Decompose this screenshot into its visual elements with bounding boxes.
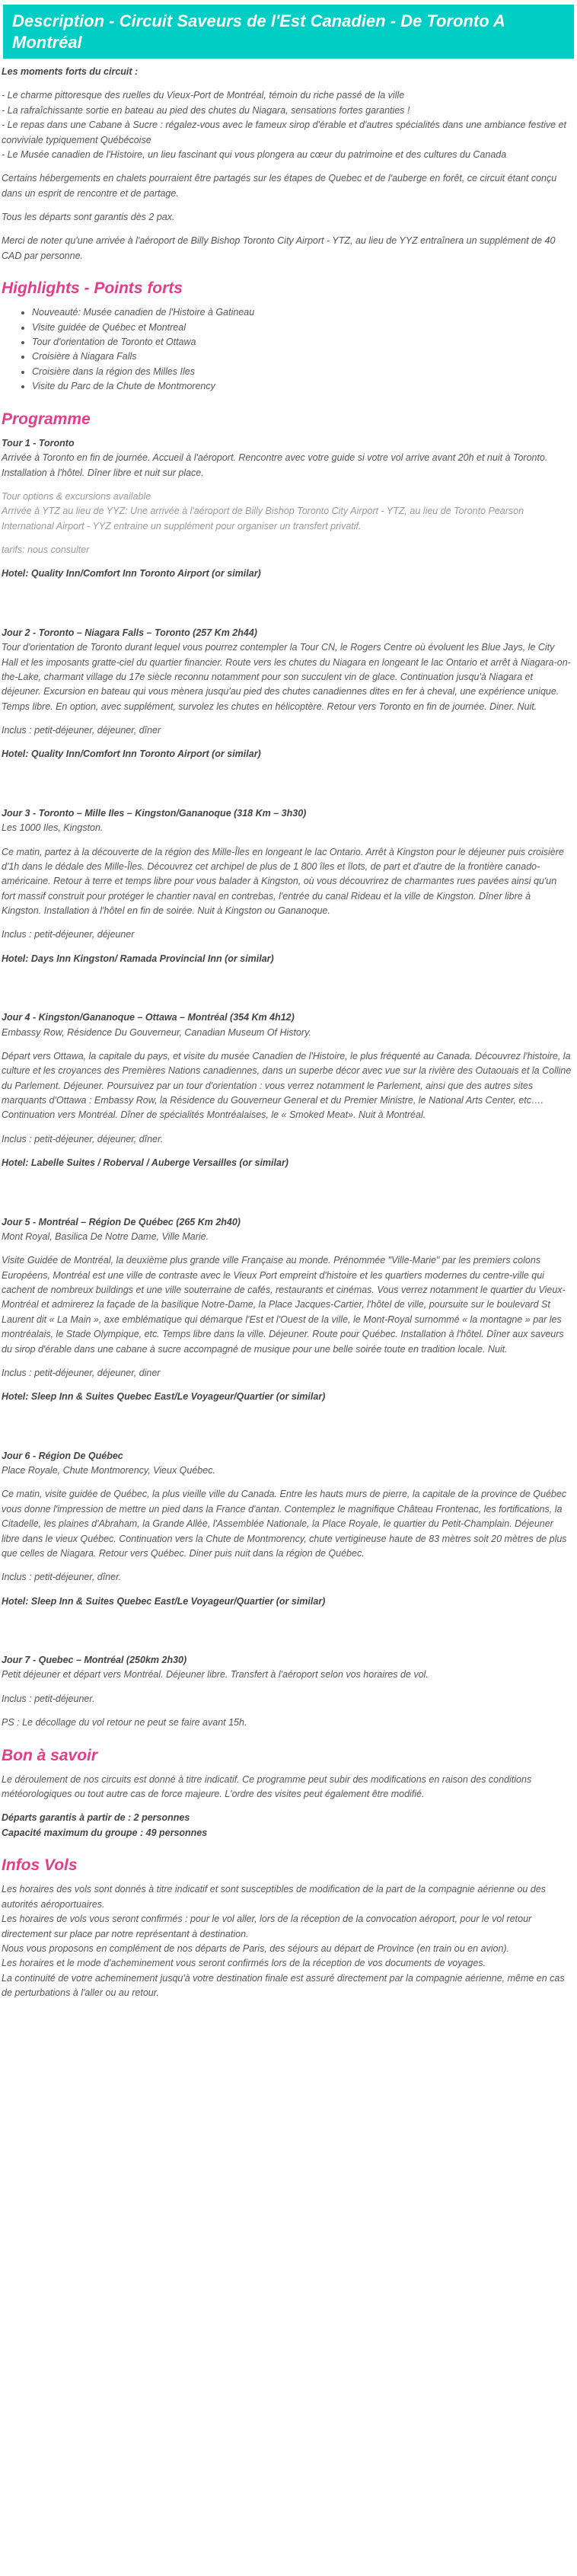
day-text: Arrivée à Toronto en fin de journée. Accueil à l'aéroport. Rencontre avec votre guide si votre vol arrive avant 20h et nuit à Toronto. Installation à l'hôtel. Dîner libre et nuit sur place. [2, 452, 548, 478]
day-section [2, 806, 572, 966]
bon-a-savoir-heading: Bon à savoir [2, 1746, 98, 1764]
day-inclus: Inclus : petit-déjeuner. [2, 1693, 95, 1704]
day-note: PS : Le décollage du vol retour ne peut se faire avant 15h. [2, 1717, 247, 1729]
infos-vols-line: Nous vous proposons en complément de nos départs de Paris, des séjours au départ de Province (en train ou en avion). [2, 1942, 510, 1954]
highlight-item: • Visite du Parc de la Chute de Montmorency [32, 379, 572, 394]
highlight-item: • Croisière dans la région des Milles Iles [32, 365, 572, 379]
options-label: Tour options & excursions available [2, 490, 151, 502]
day-text: Départ vers Ottawa, la capitale du pays, et visite du musée Canadien de l'Histoire, le plus fréquenté au Canada. Découvrez l'histoire, la culture et les croyances des Premières Nations canadiennes, dans un superbe décor avec vue sur la rivière des Outaouais et la Colline du Parlement. Déjeuner. Poursuivez par un tour d'orientation : vous verrez notamment le Parlement, ainsi que des autres sites marquants d'Ottawa : Embassy Row, la Résidence du Gouverneur General et du Premier Ministre, le National Arts Center, etc…. Continuation vers Montréal. Dîner de spécialités Montréalaises, le « Smoked Meat». Nuit à Montréal. [2, 1050, 572, 1121]
day-section [2, 626, 572, 762]
moments-heading: Les moments forts du circuit : [2, 66, 139, 77]
day-title: Jour 6 - Région De Québec [2, 1450, 123, 1461]
day-section [2, 1010, 572, 1170]
day-hotel: Hotel: Days Inn Kingston/ Ramada Provincial Inn (or similar) [2, 953, 274, 964]
day-inclus: Inclus : petit-déjeuner, déjeuner, diner [2, 1367, 161, 1378]
departs-garantis: Départs garantis à partir de : 2 personnes [2, 1812, 190, 1824]
day-section [2, 1653, 572, 1731]
day-title: Tour 1 - Toronto [2, 437, 75, 448]
day-subtitle: Place Royale, Chute Montmorency, Vieux Québec. [2, 1465, 215, 1476]
moment-item: - Le repas dans une Cabane à Sucre : régalez-vous avec le fameux sirop d'érable et d'autres spécialités dans une ambiance festive et conviviale typiquement Québécoise [2, 120, 567, 145]
day-inclus: Inclus : petit-déjeuner, déjeuner [2, 929, 135, 940]
day-hotel: Hotel: Labelle Suites / Roberval / Auberge Versailles (or similar) [2, 1157, 288, 1169]
moment-item: - Le Musée canadien de l'Histoire, un lieu fascinant qui vous plongera au cœur du patrimoine et des cultures du Canada [2, 148, 507, 160]
tarifs-text: tarifs: nous consulter [2, 544, 90, 555]
day-hotel: Hotel: Sleep Inn & Suites Quebec East/Le Voyageur/Quartier (or similar) [2, 1595, 326, 1607]
day-section [2, 1449, 572, 1609]
day-block [2, 436, 572, 480]
moments-list [2, 88, 572, 162]
moments-paragraph: Certains hébergements en chalets pourraient être partagés sur les étapes de Quebec et de l'auberge en forêt, ce circuit étant conçu dans un esprit de rencontre et de partage. [2, 173, 557, 199]
infos-vols-text [2, 1882, 572, 2000]
highlight-item: • Nouveauté: Musée canadien de l'Histoire à Gatineau [32, 305, 572, 320]
day-title: Jour 2 - Toronto – Niagara Falls – Toronto (257 Km 2h44) [2, 627, 257, 638]
day-block [2, 1449, 572, 1479]
day-block [2, 1653, 572, 1683]
highlights-list [2, 305, 572, 394]
day-subtitle: Mont Royal, Basilica De Notre Dame, Ville Marie. [2, 1231, 209, 1242]
moments-paragraph: Merci de noter qu'une arrivée à l'aéroport de Billy Bishop Toronto City Airport - YTZ, au lieu de YYZ entraînera un supplément de 40 CAD par personne. [2, 235, 556, 261]
moments-paragraph: Tous les départs sont garantis dès 2 pax. [2, 212, 175, 222]
day-inclus: Inclus : petit-déjeuner, déjeuner, dîner. [2, 1133, 164, 1144]
day-text: Ce matin, partez à la découverte de la région des Mille-Îles en longeant le lac Ontario. Arrêt à Kingston pour le déjeuner puis croisière d'1h dans le dédale des Mille-Îles. Découvrez cet archipel de plus de 1 800 îles et îlots, de part et d'autre de la frontière canado-américaine. Retour à terre et temps libre pour vous balader à Kingston, où vous découvrirez de charmantes rues pavées ainsi qu'un fort massif construit pour protéger le chantier naval en contrebas, l'entrée du canal Rideau et la ville de Kingston. Dîner libre à Kingston. Installation à l'hôtel en fin de soirée. Nuit à Kingston ou Gananoque. [2, 846, 564, 916]
moment-item: - Le charme pittoresque des ruelles du Vieux-Port de Montréal, témoin du riche passé de la ville [2, 90, 405, 101]
day-hotel: Hotel: Sleep Inn & Suites Quebec East/Le Voyageur/Quartier (or similar) [2, 1391, 326, 1403]
highlight-item: • Croisière à Niagara Falls [32, 350, 572, 364]
day-title: Jour 4 - Kingston/Gananoque – Ottawa – Montréal (354 Km 4h12) [2, 1012, 295, 1023]
moment-item: - La rafraîchissante sortie en bateau au pied des chutes du Niagara, sensations fortes garanties ! [2, 104, 410, 116]
day-text: Ce matin, visite guidée de Québec, la plus vieille ville du Canada. Entre les hauts murs de pierre, la capitale de la province de Québec vous donne l'impression de mettre un pied dans la France d'antan. Contemplez le magnifique Château Frontenac, les fortifications, la Citadelle, les plaines d'Abraham, la Grande Allée, l'Assemblée Nationale, la Place Royale, le quartier du Petit-Champlain. Déjeuner libre dans le vieux Québec. Continuation vers la Chute de Montmorency, chute vertigineuse haute de 83 mètres soit 20 mètres de plus que celles de Niagara. Retour vers Québec. Diner puis nuit dans la région de Québec. [2, 1489, 567, 1559]
programme-heading: Programme [2, 410, 91, 428]
day-hotel: Hotel: Quality Inn/Comfort Inn Toronto Airport (or similar) [2, 749, 261, 760]
highlights-heading: Highlights - Points forts [2, 279, 183, 298]
highlight-item: • Tour d'orientation de Toronto et Ottawa [32, 335, 572, 350]
day-subtitle: Petit déjeuner et départ vers Montréal. Déjeuner libre. Transfert à l'aéroport selon vos horaires de vol. [2, 1669, 429, 1681]
day-title: Jour 3 - Toronto – Mille Iles – Kingston/Gananoque (318 Km – 3h30) [2, 807, 307, 819]
day-block [2, 626, 572, 714]
infos-vols-line: Les horaires de vols vous seront confirmés : pour le vol aller, lors de la réception de la convocation aéroport, pour le vol retour directement sur place par notre représentant à destination. [2, 1914, 532, 1939]
infos-vols-line: Les horaires des vols sont donnés à titre indicatif et sont susceptibles de modification de la part de la compagnie aérienne ou des autorités aéroportuaires. [2, 1884, 547, 1910]
capacite-max: Capacité maximum du groupe : 49 personnes [2, 1827, 208, 1838]
infos-vols-heading: Infos Vols [2, 1856, 78, 1875]
day-subtitle: Les 1000 Iles, Kingston. [2, 822, 104, 834]
bon-a-savoir-text: Le déroulement de nos circuits est donné à titre indicatif. Ce programme peut subir des modifications en raison des conditions météorologiques ou tout autre cas de force majeure. L'ordre des visites peut également être modifié. [2, 1773, 532, 1800]
day-inclus: Inclus : petit-déjeuner, dîner. [2, 1572, 122, 1583]
day-subtitle: Embassy Row, Résidence Du Gouverneur, Canadian Museum Of History. [2, 1026, 311, 1038]
day-text: Tour d'orientation de Toronto durant lequel vous pourrez contempler la Tour CN, le Rogers Centre où évoluent les Blue Jays, le City Hall et les imposants gratte-ciel du quartier financier. Route vers les chutes du Niagara en longeant le lac Ontario et arrêt à Niagara-on-the-Lake, charmant village du 17e siècle reconnu notamment pour son succulent vin de glace. Continuation jusqu'à Niagara et déjeuner. Excursion en bateau qui vous mènera jusqu'au pied des chutes canadiennes dites en fer à cheval, une expérience unique. Temps libre. En option, avec supplément, survolez les chutes en hélicoptère. Retour vers Toronto en fin de journée. Diner. Nuit. [2, 642, 571, 712]
infos-vols-line: La continuité de votre acheminement jusqu'à votre destination finale est assuré directement par la compagnie aérienne, même en cas de perturbations à l'aller ou au retour. [2, 1972, 565, 1998]
day-block [2, 806, 572, 836]
main-content [0, 65, 577, 2000]
day-inclus: Inclus : petit-déjeuner, déjeuner, dîner [2, 725, 161, 736]
options-text: Arrivée à YTZ au lieu de YYZ: Une arrivée à l'aéroport de Billy Bishop Toronto City Airport - YTZ, au lieu de Toronto Pearson International Airport - YYZ entraine un supplément pour organiser un transfert privatif. [2, 506, 524, 531]
group-info [2, 1811, 572, 1840]
day-section [2, 436, 572, 582]
day-section [2, 1215, 572, 1405]
day-block [2, 1010, 572, 1040]
day-hotel: Hotel: Quality Inn/Comfort Inn Toronto Airport (or similar) [2, 568, 261, 579]
infos-vols-line: Les horaires et le mode d'acheminement vous seront confirmés lors de la réception de vos documents de voyages. [2, 1958, 486, 1969]
day-block [2, 1215, 572, 1245]
day-options [2, 490, 572, 534]
day-text: Visite Guidée de Montréal, la deuxième plus grande ville Française au monde. Prénommée "Ville-Marie" par les premiers colons Européens, Montréal est une ville de contraste avec le Vieux Port empreint d'histoire et les quartiers modernes du centre-ville qui cachent de nombreux buildings et une ville souterraine de cafés, restaurants et cinémas. Vous verrez notamment le quartier du Vieux-Montréal et admirerez la façade de la basilique Notre-Dame, la Place Jacques-Cartier, l'hôtel de ville, poursuite sur le boulevard St Laurent dit « La Main », axe emblématique qui démarque l'Est et l'Ouest de la ville, le Mont-Royal surnommé « la montagne » par les montréalais, le Stade Olympique, etc. Temps libre dans la ville. Déjeuner. Route pour Québec. Installation à l'hôtel. Dîner aux saveurs du sirop d'érable dans une cabane à sucre accompagné de musique pour une belle soirée toute en tradition locale. Nuit. [2, 1255, 566, 1355]
page-title: Description - Circuit Saveurs de l'Est Canadien - De Toronto A Montréal [3, 5, 574, 59]
day-title: Jour 7 - Quebec – Montréal (250km 2h30) [2, 1655, 187, 1665]
day-title: Jour 5 - Montréal – Région De Québec (265 Km 2h40) [2, 1216, 241, 1227]
highlight-item: • Visite guidée de Québec et Montreal [32, 321, 572, 335]
